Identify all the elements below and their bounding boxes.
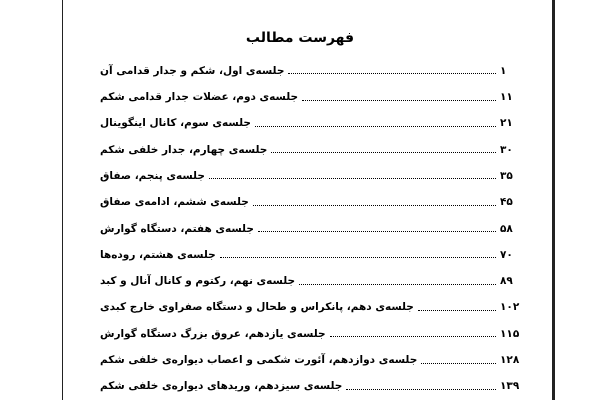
dot-leader xyxy=(209,178,496,179)
toc-entry[interactable] xyxy=(100,313,526,339)
toc-entry[interactable] xyxy=(100,129,526,155)
toc-entry-page: ۱۰۲ xyxy=(500,301,520,314)
toc-entry[interactable] xyxy=(100,234,526,260)
toc-entry-page: ۳۵ xyxy=(500,169,513,182)
toc-entry[interactable] xyxy=(100,76,526,102)
dot-leader xyxy=(271,152,496,153)
dot-leader xyxy=(288,73,496,74)
toc-entry[interactable] xyxy=(100,287,526,313)
dot-leader xyxy=(299,284,496,285)
toc-entry[interactable] xyxy=(100,155,526,181)
toc-entry[interactable] xyxy=(100,208,526,234)
toc-entry-title: جلسه‌ی اول، شکم و جدار قدامی آن xyxy=(100,64,285,77)
dot-leader xyxy=(258,231,496,232)
dot-leader xyxy=(421,363,496,364)
toc-entry-page: ۱ xyxy=(500,64,507,77)
toc-entry-title: جلسه‌ی هشتم، روده‌ها xyxy=(100,248,216,261)
toc-entry-title: جلسه‌ی پنجم، صفاق xyxy=(100,169,205,182)
dot-leader xyxy=(418,310,496,311)
toc-entry-title: جلسه‌ی ششم، ادامه‌ی صفاق xyxy=(100,196,249,209)
dot-leader xyxy=(302,100,496,101)
toc-entry-title: جلسه‌ی دوم، عضلات جدار قدامی شکم xyxy=(100,91,299,104)
toc-entry-page: ۴۵ xyxy=(500,196,513,209)
toc-entry-page: ۱۱۵ xyxy=(500,327,520,340)
toc-entry-title: جلسه‌ی یازدهم، عروق بزرگ دستگاه گوارش xyxy=(100,327,326,340)
toc-entry-title: جلسه‌ی دهم، پانکراس و طحال و دستگاه صفراوی خارج کبدی xyxy=(100,301,414,314)
toc-title: فهرست مطالب xyxy=(245,30,355,46)
toc-entry[interactable] xyxy=(100,339,526,365)
toc-entry-page: ۱۲۸ xyxy=(500,354,520,367)
dot-leader xyxy=(255,126,496,127)
toc-entry-title: جلسه‌ی نهم، رکتوم و کانال آنال و کبد xyxy=(100,275,296,288)
toc-entry[interactable] xyxy=(100,50,526,76)
dot-leader xyxy=(253,205,496,206)
toc-entry-page: ۵۸ xyxy=(500,222,513,235)
toc-entry[interactable] xyxy=(100,366,526,392)
toc-entry-page: ۸۹ xyxy=(500,275,513,288)
dot-leader xyxy=(220,257,496,258)
toc-entry-page: ۱۱ xyxy=(500,91,513,104)
toc-entry-page: ۷۰ xyxy=(500,248,513,261)
toc-list xyxy=(100,50,526,392)
toc-entry-title: جلسه‌ی هفتم، دستگاه گوارش xyxy=(100,222,254,235)
toc-entry-title: جلسه‌ی سوم، کانال اینگوینال xyxy=(100,117,251,130)
dot-leader xyxy=(346,389,496,390)
toc-entry-title: جلسه‌ی دوازدهم، آئورت شکمی و اعصاب دیواره‌ی خلفی شکم xyxy=(100,354,418,367)
toc-entry-page: ۱۳۹ xyxy=(500,380,520,393)
toc-entry[interactable] xyxy=(100,181,526,207)
toc-entry[interactable] xyxy=(100,103,526,129)
toc-entry-title: جلسه‌ی چهارم، جدار خلفی شکم xyxy=(100,143,268,156)
toc-entry-title: جلسه‌ی سیزدهم، وریدهای دیواره‌ی خلفی شکم xyxy=(100,380,343,393)
toc-entry-page: ۳۰ xyxy=(500,143,513,156)
toc-entry[interactable] xyxy=(100,260,526,286)
dot-leader xyxy=(330,336,496,337)
toc-entry-page: ۲۱ xyxy=(500,117,513,130)
